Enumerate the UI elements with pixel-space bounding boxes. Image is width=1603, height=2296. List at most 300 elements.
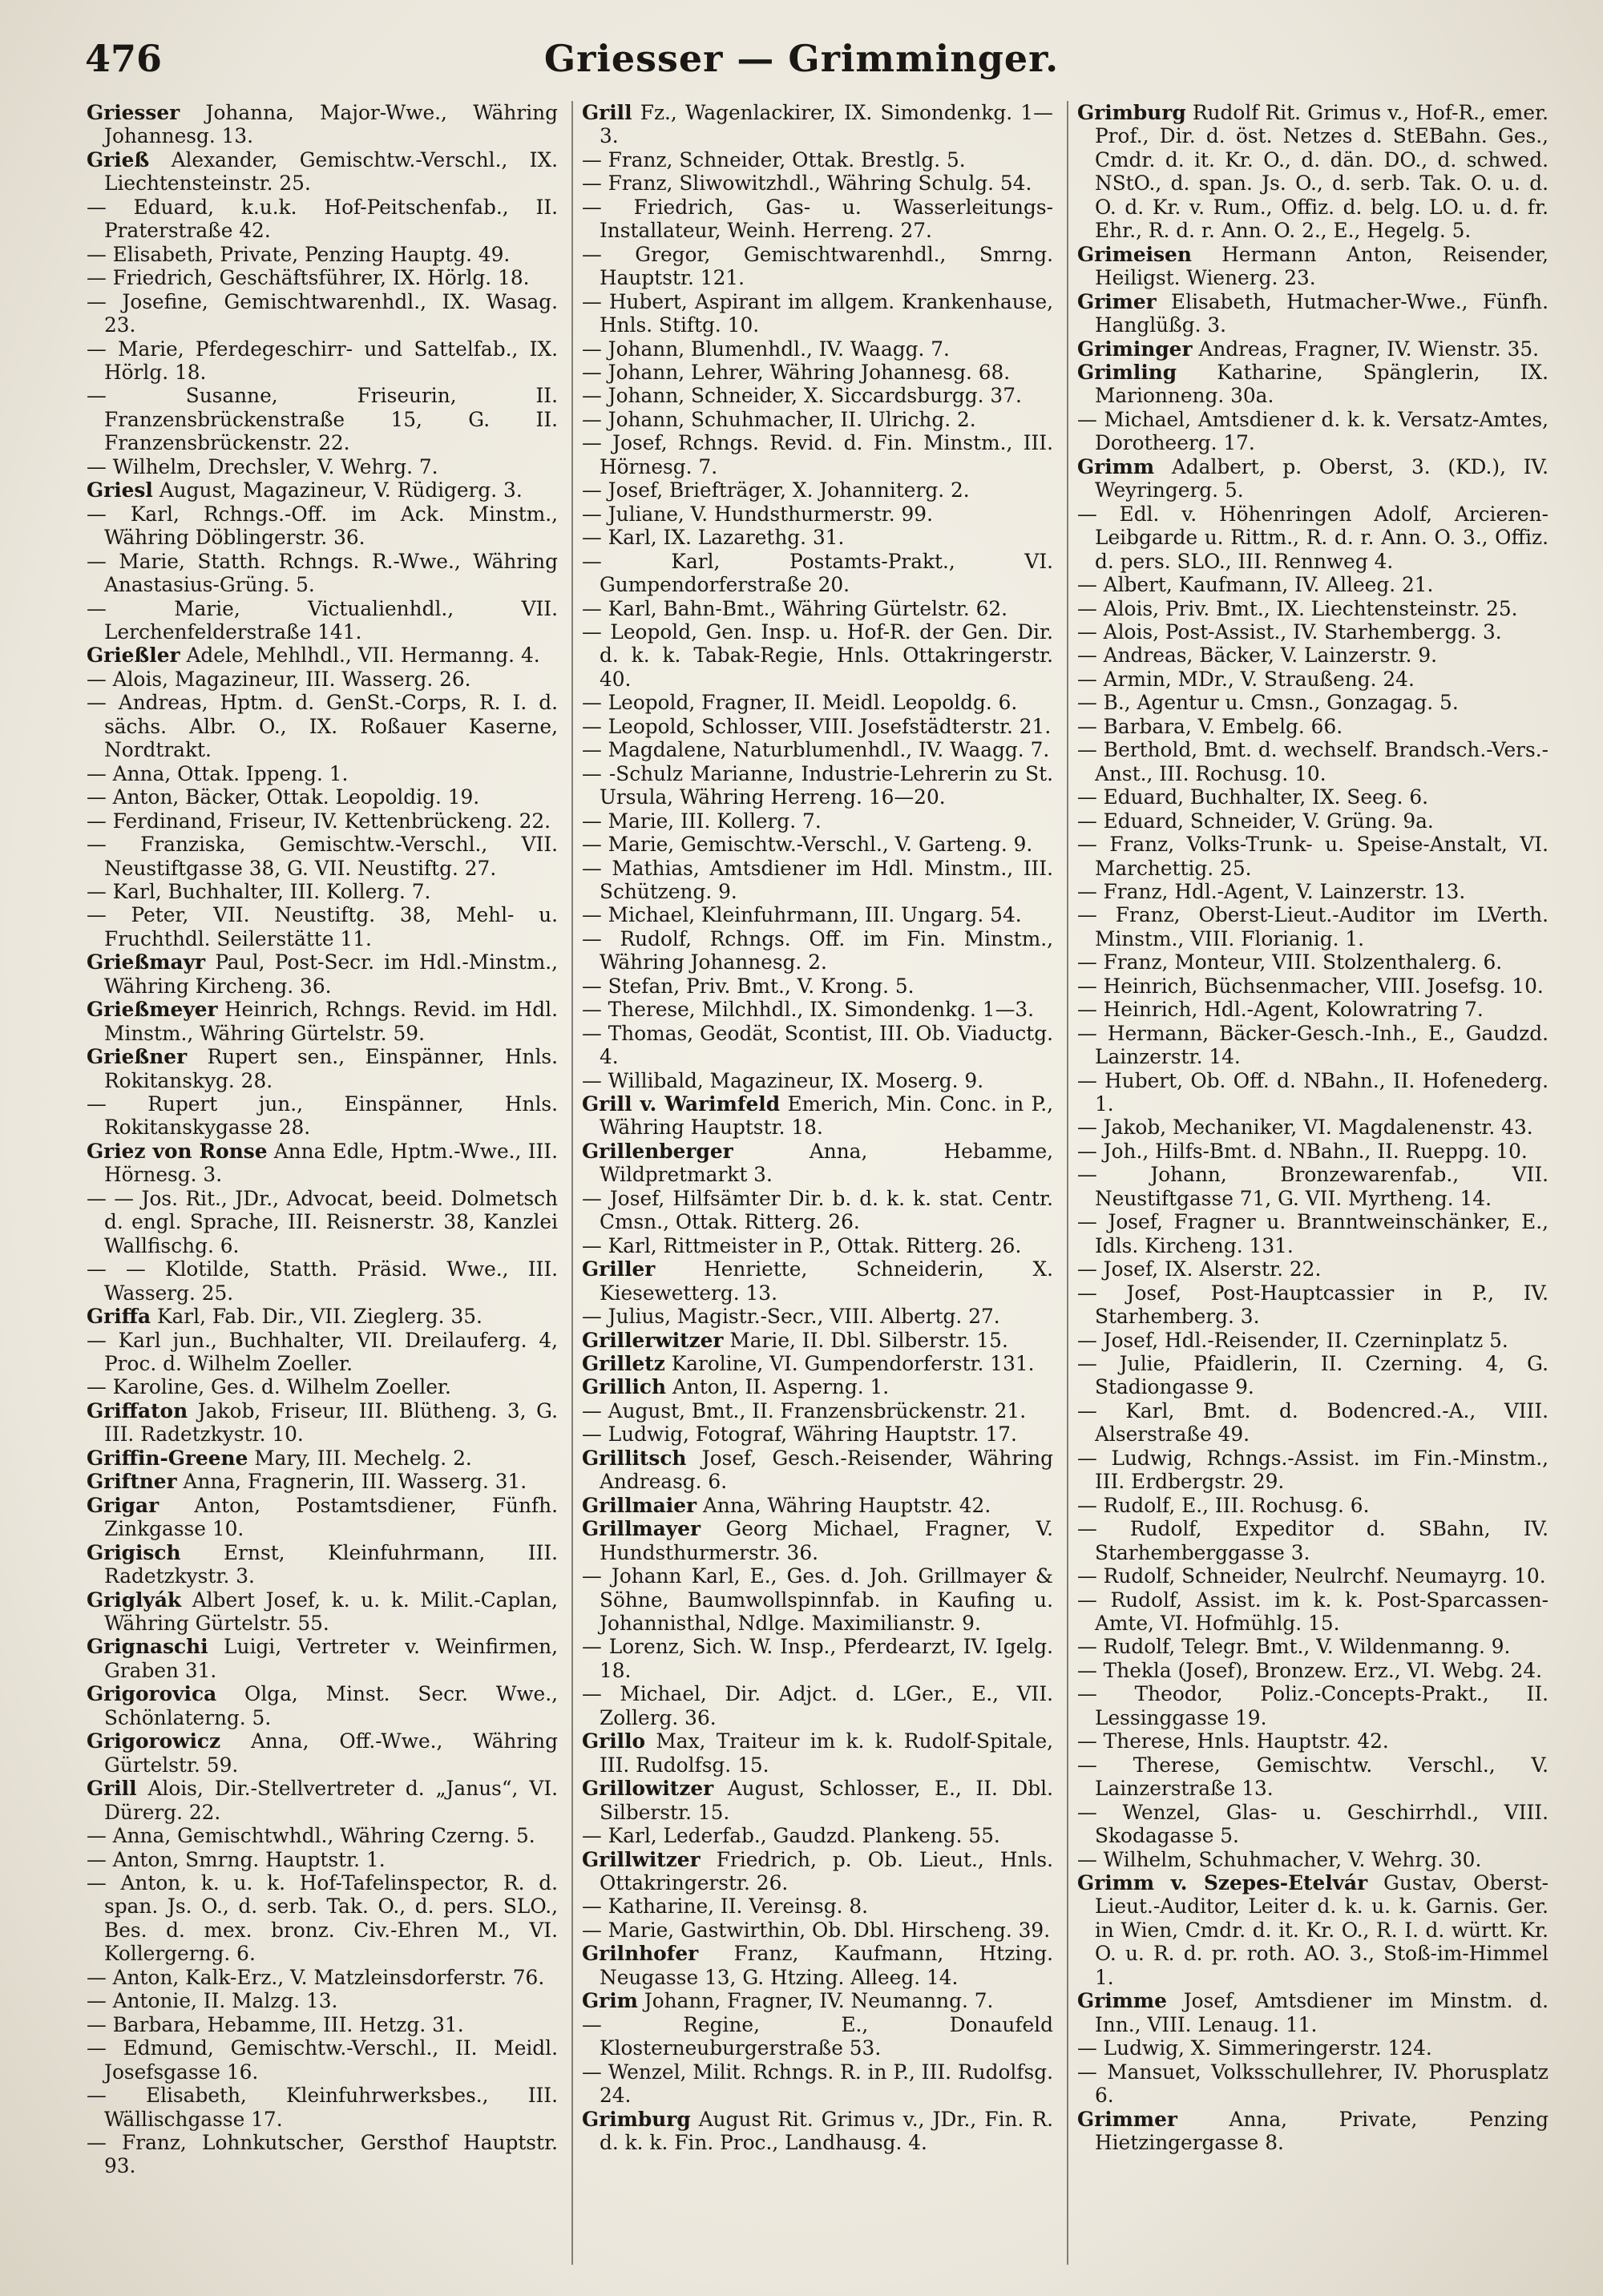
entry-surname: Griminger xyxy=(1077,337,1193,361)
directory-entry xyxy=(1077,1163,1548,1210)
entry-text: — Berthold, Bmt. d. wechself. Brandsch.-Vers.-Anst., III. Rochusg. 10. xyxy=(1077,738,1548,785)
directory-entry xyxy=(87,644,558,667)
directory-entry xyxy=(582,1092,1053,1140)
entry-text: — Johann, Blumenhdl., IV. Waagg. 7. xyxy=(582,337,950,361)
directory-entry xyxy=(582,1140,1053,1187)
directory-entry xyxy=(582,927,1053,974)
entry-text: Georg Michael, Fragner, V. Hundsthurmerstr. 36. xyxy=(600,1517,1053,1564)
entry-text: — Marie, Victualienhdl., VII. Lerchenfelderstraße 141. xyxy=(87,596,558,644)
entry-text: — Anton, Smrng. Hauptstr. 1. xyxy=(87,1847,386,1871)
directory-entry xyxy=(582,597,1053,620)
directory-entry xyxy=(582,550,1053,597)
directory-entry xyxy=(1077,738,1548,785)
entry-text: — Karl, Rittmeister in P., Ottak. Ritterg. 26. xyxy=(582,1233,1022,1257)
entry-text: — Joh., Hilfs-Bmt. d. NBahn., II. Rueppg. 10. xyxy=(1077,1139,1528,1163)
directory-entry xyxy=(87,2036,558,2084)
entry-text: Luigi, Vertreter v. Weinfirmen, Graben 31. xyxy=(104,1635,558,1682)
entry-surname: Grieß xyxy=(87,147,150,171)
entry-text: — Johann, Lehrer, Währing Johannesg. 68. xyxy=(582,360,1011,384)
directory-entry xyxy=(87,1187,558,1257)
directory-entry xyxy=(582,478,1053,502)
directory-entry xyxy=(87,243,558,266)
directory-entry xyxy=(1077,1635,1548,1658)
entry-text: — Stefan, Priv. Bmt., V. Krong. 5. xyxy=(582,974,915,998)
directory-entry xyxy=(1077,455,1548,502)
entry-text: — Franz, Sliwowitzhdl., Währing Schulg. 54. xyxy=(582,171,1032,196)
entry-text: — Ludwig, X. Simmeringerstr. 124. xyxy=(1077,2036,1432,2060)
directory-entry xyxy=(582,1564,1053,1635)
entry-surname: Grim xyxy=(582,1989,638,2013)
entry-text: — Karl jun., Buchhalter, VII. Dreilauferg. 4, Proc. d. Wilhelm Zoeller. xyxy=(87,1328,558,1376)
entry-text: — Anton, Kalk-Erz., V. Matzleinsdorferstr. 76. xyxy=(87,1965,545,1989)
directory-entry xyxy=(87,762,558,785)
entry-text: — Marie, Statth. Rchngs. R.-Wwe., Währing Anastasius-Grüng. 5. xyxy=(87,549,558,597)
entry-text: — Johann, Schuhmacher, II. Ulrichg. 2. xyxy=(582,407,976,431)
entry-text: Gustav, Oberst-Lieut.-Auditor, Leiter d. k. u. k. Garnis. Ger. in Wien, Cmdr. d. it. Kr. O., R. I. d. württ. Kr. O. u. R. d. pr. roth. AO. 3., Stoß-im-Himmel 1. xyxy=(1095,1870,1548,1989)
column-divider xyxy=(1067,101,1068,2265)
directory-entry xyxy=(87,196,558,243)
directory-entry xyxy=(582,1257,1053,1305)
entry-surname: Grill v. Warimfeld xyxy=(582,1092,781,1116)
entry-text: — Therese, Hnls. Hauptstr. 42. xyxy=(1077,1729,1389,1753)
entry-text: — Rudolf, Expeditor d. SBahn, IV. Starhemberggasse 3. xyxy=(1077,1517,1548,1564)
directory-entry xyxy=(87,1329,558,1376)
entry-surname: Grimer xyxy=(1077,289,1157,313)
entry-surname: Grimmer xyxy=(1077,2107,1177,2131)
entry-text: — Anton, k. u. k. Hof-Tafelinspector, R. d. span. Js. O., d. serb. Tak. O., d. pers. SLO., Bes. d. mex. bronz. Civ.-Ehren M., VI. Kollergerng. 6. xyxy=(87,1870,558,1966)
directory-entry xyxy=(1077,361,1548,408)
directory-entry xyxy=(1077,2108,1548,2155)
entry-text: — Wenzel, Milit. Rchngs. R. in P., III. Rudolfsg. 24. xyxy=(582,2060,1053,2108)
column-divider xyxy=(571,101,573,2265)
directory-entry xyxy=(87,1682,558,1729)
directory-entry xyxy=(1077,1659,1548,1682)
directory-entry xyxy=(582,1729,1053,1777)
entry-text: — Josef, Fragner u. Branntweinschänker, E., Idls. Kircheng. 131. xyxy=(1077,1210,1548,1257)
entry-text: — Rudolf, Assist. im k. k. Post-Sparcassen-Amte, VI. Hofmühlg. 15. xyxy=(1077,1588,1548,1635)
entry-text: — Gregor, Gemischtwarenhdl., Smrng. Hauptstr. 121. xyxy=(582,242,1053,290)
directory-entry xyxy=(87,691,558,761)
entry-text: — Albert, Kaufmann, IV. Alleeg. 21. xyxy=(1077,573,1434,597)
entry-text: — Regine, E., Donaufeld Klosterneuburgerstraße 53. xyxy=(582,2012,1053,2060)
directory-entry xyxy=(582,857,1053,904)
entry-text: — Hubert, Ob. Off. d. NBahn., II. Hofenederg. 1. xyxy=(1077,1068,1548,1116)
directory-entry xyxy=(87,455,558,478)
directory-entry xyxy=(582,384,1053,407)
entry-text: — Karl, Rchngs.-Off. im Ack. Minstm., Währing Döblingerstr. 36. xyxy=(87,502,558,550)
entry-text: — Karl, Lederfab., Gaudzd. Plankeng. 55. xyxy=(582,1824,1000,1848)
directory-entry xyxy=(87,1375,558,1398)
directory-entry xyxy=(1077,974,1548,998)
entry-text: — Rudolf, Rchngs. Off. im Fin. Minstm., Währing Johannesg. 2. xyxy=(582,926,1053,974)
entry-text: — Therese, Gemischtw. Verschl., V. Lainzerstraße 13. xyxy=(1077,1753,1548,1801)
directory-entry xyxy=(1077,243,1548,290)
directory-column-3 xyxy=(1077,101,1548,2154)
directory-entry xyxy=(582,1375,1053,1398)
entry-surname: Grillitsch xyxy=(582,1446,687,1470)
directory-entry xyxy=(582,148,1053,171)
entry-text: Anna Edle, Hptm.-Wwe., III. Hörnesg. 3. xyxy=(104,1139,558,1187)
page-title: Griesser — Grimminger. xyxy=(543,37,1060,80)
entry-text: — Barbara, Hebamme, III. Hetzg. 31. xyxy=(87,2012,464,2036)
entry-surname: Grillenberger xyxy=(582,1139,733,1163)
entry-text: — Leopold, Schlosser, VIII. Josefstädterstr. 21. xyxy=(582,714,1052,738)
entry-text: — Friedrich, Gas- u. Wasserleitungs-Installateur, Weinh. Herreng. 27. xyxy=(582,195,1053,243)
entry-text: — Marie, III. Kollerg. 7. xyxy=(582,809,822,833)
entry-text: — Therese, Milchhdl., IX. Simondenkg. 1—3. xyxy=(582,998,1035,1022)
entry-text: Andreas, Fragner, IV. Wienstr. 35. xyxy=(1198,337,1540,361)
entry-text: — Franziska, Gemischtw.-Verschl., VII. Neustiftgasse 38, G. VII. Neustiftg. 27. xyxy=(87,833,558,880)
directory-entry xyxy=(1077,785,1548,809)
directory-entry xyxy=(582,1447,1053,1494)
directory-entry xyxy=(582,1517,1053,1564)
entry-text: Adele, Mehlhdl., VII. Hermanng. 4. xyxy=(186,644,540,668)
entry-surname: Griesl xyxy=(87,478,153,502)
directory-entry xyxy=(87,2013,558,2036)
directory-entry xyxy=(1077,1257,1548,1281)
entry-text: — Leopold, Gen. Insp. u. Hof-R. der Gen. Dir. d. k. k. Tabak-Regie, Hnls. Ottakringerstr. 40. xyxy=(582,619,1053,691)
entry-text: — Franz, Monteur, VIII. Stolzenthalerg. 6. xyxy=(1077,950,1503,974)
entry-text: Rudolf Rit. Grimus v., Hof-R., emer. Prof., Dir. d. öst. Netzes d. StEBahn. Ges., Cmdr. d. it. Kr. O., d. dän. DO., d. schwed. NStO., d. span. Js. O., d. serb. Tak. O. u. d. O. d. Kr. v. Rum., Offiz. d. belg. LO. u. d. fr. Ehr., R. d. r. Ann. O. 2., E., Hegelg. 5. xyxy=(1095,101,1549,243)
entry-text: Franz, Kaufmann, Htzing. Neugasse 13, G. Htzing. Alleeg. 14. xyxy=(600,1942,1053,1989)
directory-entry xyxy=(87,1494,558,1541)
entry-text: — Heinrich, Hdl.-Agent, Kolowratring 7. xyxy=(1077,998,1484,1022)
entry-text: — Rudolf, Schneider, Neulrchf. Neumayrg. 10. xyxy=(1077,1564,1546,1588)
directory-entry xyxy=(1077,903,1548,950)
entry-text: Mary, III. Mechelg. 2. xyxy=(254,1446,472,1470)
entry-surname: Grießmeyer xyxy=(87,998,218,1022)
entry-text: — Karoline, Ges. d. Wilhelm Zoeller. xyxy=(87,1375,451,1399)
entry-text: Paul, Post-Secr. im Hdl.-Minstm., Währing Kircheng. 36. xyxy=(104,950,558,998)
entry-surname: Grimm v. Szepes-Etelvár xyxy=(1077,1870,1368,1895)
entry-text: — Josef, Hdl.-Reisender, II. Czerninplatz 5. xyxy=(1077,1328,1508,1352)
entry-text: — Ludwig, Rchngs.-Assist. im Fin.-Minstm., III. Erdbergstr. 29. xyxy=(1077,1446,1548,1494)
directory-entry xyxy=(582,431,1053,478)
entry-text: — Rupert jun., Einspänner, Hnls. Rokitanskygasse 28. xyxy=(87,1092,558,1140)
entry-text: Alexander, Gemischtw.-Verschl., IX. Liechtensteinstr. 25. xyxy=(104,147,558,196)
entry-text: — Thekla (Josef), Bronzew. Erz., VI. Webg. 24. xyxy=(1077,1658,1543,1682)
directory-entry xyxy=(582,833,1053,856)
entry-text: — Juliane, V. Hundsthurmerstr. 99. xyxy=(582,502,933,526)
directory-entry xyxy=(1077,1989,1548,2036)
directory-entry xyxy=(582,502,1053,526)
entry-surname: Grimling xyxy=(1077,360,1177,384)
directory-entry xyxy=(1077,880,1548,903)
entry-text: — Michael, Dir. Adjct. d. LGer., E., VII. Zollerg. 36. xyxy=(582,1682,1053,1729)
entry-text: Anton, II. Asperng. 1. xyxy=(672,1375,890,1399)
directory-entry xyxy=(87,833,558,880)
directory-entry xyxy=(582,361,1053,384)
entry-surname: Grigorowicz xyxy=(87,1729,221,1753)
entry-text: Anna, Fragnerin, III. Wasserg. 31. xyxy=(183,1470,527,1494)
directory-entry xyxy=(582,1022,1053,1069)
entry-text: August, Magazineur, V. Rüdigerg. 3. xyxy=(159,478,523,502)
entry-text: — Michael, Kleinfuhrmann, III. Ungarg. 54. xyxy=(582,903,1022,927)
entry-text: — Alois, Post-Assist., IV. Starhembergg. 3. xyxy=(1077,619,1502,644)
directory-entry xyxy=(1077,1399,1548,1447)
directory-entry xyxy=(87,1447,558,1470)
directory-entry xyxy=(87,1470,558,1493)
entry-text: — Franz, Volks-Trunk- u. Speise-Anstalt, VI. Marchettig. 25. xyxy=(1077,833,1548,880)
directory-entry xyxy=(1077,101,1548,243)
directory-entry xyxy=(582,1777,1053,1824)
entry-text: Heinrich, Rchngs. Revid. im Hdl. Minstm., Währing Gürtelstr. 59. xyxy=(104,998,558,1045)
entry-text: — Josef, Briefträger, X. Johanniterg. 2. xyxy=(582,478,970,502)
entry-text: — Rudolf, Telegr. Bmt., V. Wildenmanng. 9. xyxy=(1077,1635,1511,1659)
entry-text: — Lorenz, Sich. W. Insp., Pferdearzt, IV. Igelg. 18. xyxy=(582,1635,1053,1682)
entry-text: Hermann Anton, Reisender, Heiligst. Wienerg. 23. xyxy=(1095,242,1549,290)
directory-entry xyxy=(582,2013,1053,2060)
entry-text: — Josefine, Gemischtwarenhdl., IX. Wasag. 23. xyxy=(87,289,558,337)
entry-text: — Friedrich, Geschäftsführer, IX. Hörlg. 18. xyxy=(87,266,530,290)
directory-entry xyxy=(1077,691,1548,714)
directory-entry xyxy=(87,880,558,903)
entry-surname: Griller xyxy=(582,1257,656,1281)
directory-entry xyxy=(1077,1564,1548,1588)
entry-text: — — Jos. Rit., JDr., Advocat, beeid. Dolmetsch d. engl. Sprache, III. Reisnerstr. 38, Kanzlei Wallfischg. 6. xyxy=(87,1186,558,1257)
directory-entry xyxy=(87,1824,558,1847)
entry-text: — Anna, Ottak. Ippeng. 1. xyxy=(87,761,349,785)
entry-text: — Thomas, Geodät, Scontist, III. Ob. Viaductg. 4. xyxy=(582,1021,1053,1069)
entry-text: — Leopold, Fragner, II. Meidl. Leopoldg. 6. xyxy=(582,691,1018,715)
directory-entry xyxy=(1077,950,1548,974)
page-number: 476 xyxy=(85,37,163,80)
directory-entry xyxy=(87,101,558,148)
directory-entry xyxy=(1077,1329,1548,1352)
entry-text: Friedrich, p. Ob. Lieut., Hnls. Ottakringerstr. 26. xyxy=(600,1847,1053,1895)
entry-text: — Hubert, Aspirant im allgem. Krankenhause, Hnls. Stiftg. 10. xyxy=(582,289,1053,337)
entry-text: — Anton, Bäcker, Ottak. Leopoldig. 19. xyxy=(87,785,480,809)
entry-surname: Grill xyxy=(582,101,632,124)
directory-entry xyxy=(582,1942,1053,1989)
directory-entry xyxy=(1077,1729,1548,1753)
directory-entry xyxy=(1077,1352,1548,1399)
entry-surname: Grimburg xyxy=(582,2107,691,2131)
entry-text: — Antonie, II. Malzg. 13. xyxy=(87,1989,338,2013)
entry-text: — Elisabeth, Private, Penzing Hauptg. 49. xyxy=(87,242,511,266)
directory-entry xyxy=(1077,337,1548,361)
directory-entry xyxy=(582,290,1053,337)
directory-entry xyxy=(582,691,1053,714)
directory-entry xyxy=(87,1966,558,1989)
directory-entry xyxy=(87,1588,558,1636)
entry-text: — Elisabeth, Kleinfuhrwerksbes., III. Wällischgasse 17. xyxy=(87,2084,558,2131)
directory-entry xyxy=(582,1989,1053,2012)
entry-surname: Grigar xyxy=(87,1493,159,1517)
directory-entry xyxy=(582,1848,1053,1895)
directory-entry xyxy=(1077,1588,1548,1636)
entry-surname: Grigisch xyxy=(87,1540,181,1564)
entry-text: — Franz, Lohnkutscher, Gersthof Hauptstr. 93. xyxy=(87,2130,558,2178)
directory-entry xyxy=(582,715,1053,738)
entry-text: — Johann Karl, E., Ges. d. Joh. Grillmayer & Söhne, Baumwollspinnfab. in Kaufing u. Johannisthal, Ndlge. Maximilianstr. 9. xyxy=(582,1564,1053,1635)
directory-entry xyxy=(87,1729,558,1777)
directory-entry xyxy=(87,1305,558,1328)
directory-entry xyxy=(87,1777,558,1824)
directory-entry xyxy=(1077,715,1548,738)
directory-entry xyxy=(1077,1494,1548,1517)
entry-surname: Griffa xyxy=(87,1305,151,1329)
entry-surname: Grillmayer xyxy=(582,1517,701,1541)
entry-text: — B., Agentur u. Cmsn., Gonzagag. 5. xyxy=(1077,691,1459,715)
entry-text: Fz., Wagenlackirer, IX. Simondenkg. 1—3. xyxy=(600,101,1053,148)
directory-entry xyxy=(87,785,558,809)
entry-text: — Edmund, Gemischtw.-Verschl., II. Meidl. Josefsgasse 16. xyxy=(87,2036,558,2084)
directory-entry xyxy=(1077,1069,1548,1116)
directory-entry xyxy=(87,2084,558,2131)
entry-text: — Eduard, Schneider, V. Grüng. 9a. xyxy=(1077,809,1434,833)
entry-text: Karoline, VI. Gumpendorferstr. 131. xyxy=(671,1352,1035,1376)
entry-text: August Rit. Grimus v., JDr., Fin. R. d. k. k. Fin. Proc., Landhausg. 4. xyxy=(600,2107,1053,2154)
directory-entry xyxy=(1077,644,1548,667)
entry-text: Jakob, Friseur, III. Blütheng. 3, G. III. Radetzkystr. 10. xyxy=(104,1398,558,1447)
directory-entry xyxy=(87,550,558,597)
entry-text: — Josef, Post-Hauptcassier in P., IV. Starhemberg. 3. xyxy=(1077,1281,1548,1329)
page-header xyxy=(0,37,1603,101)
directory-entry xyxy=(582,1824,1053,1847)
entry-text: — Johann, Bronzewarenfab., VII. Neustiftgasse 71, G. VII. Myrtheng. 14. xyxy=(1077,1163,1548,1210)
entry-text: Adalbert, p. Oberst, 3. (KD.), IV. Weyringerg. 5. xyxy=(1095,454,1548,502)
directory-entry xyxy=(1077,408,1548,455)
directory-entry xyxy=(87,668,558,691)
directory-entry xyxy=(1077,1116,1548,1139)
directory-entry xyxy=(87,1092,558,1140)
entry-text: Katharine, Spänglerin, IX. Marionneng. 30a. xyxy=(1095,360,1548,408)
directory-entry xyxy=(1077,833,1548,880)
entry-surname: Griez von Ronse xyxy=(87,1139,268,1163)
entry-text: — Karl, Postamts-Prakt., VI. Gumpendorferstraße 20. xyxy=(582,549,1053,597)
directory-entry xyxy=(87,903,558,950)
entry-text: — Katharine, II. Vereinsg. 8. xyxy=(582,1895,869,1919)
directory-entry xyxy=(87,478,558,502)
entry-text: Johanna, Major-Wwe., Währing Johannesg. 13. xyxy=(104,101,558,148)
entry-surname: Griffaton xyxy=(87,1398,188,1422)
entry-text: — Susanne, Friseurin, II. Franzensbrückenstraße 15, G. II. Franzensbrückenstr. 22. xyxy=(87,384,558,455)
entry-text: — Hermann, Bäcker-Gesch.-Inh., E., Gaudzd. Lainzerstr. 14. xyxy=(1077,1021,1548,1069)
directory-entry xyxy=(582,2108,1053,2155)
directory-entry xyxy=(1077,1281,1548,1329)
entry-text: Josef, Gesch.-Reisender, Währing Andreasg. 6. xyxy=(600,1446,1053,1494)
directory-entry xyxy=(582,762,1053,809)
directory-entry xyxy=(1077,290,1548,337)
directory-entry xyxy=(87,1399,558,1447)
entry-surname: Grilletz xyxy=(582,1352,665,1376)
entry-text: Anna, Off.-Wwe., Währing Gürtelstr. 59. xyxy=(104,1729,558,1777)
directory-entry xyxy=(582,1234,1053,1257)
directory-entry xyxy=(582,1682,1053,1729)
directory-entry xyxy=(1077,1801,1548,1848)
entry-text: — Rudolf, E., III. Rochusg. 6. xyxy=(1077,1493,1370,1517)
directory-entry xyxy=(582,1422,1053,1446)
entry-text: — Franz, Hdl.-Agent, V. Lainzerstr. 13. xyxy=(1077,879,1466,903)
entry-text: Olga, Minst. Secr. Wwe., Schönlaterng. 5. xyxy=(104,1682,558,1729)
entry-surname: Grießner xyxy=(87,1045,188,1069)
entry-text: — Andreas, Bäcker, V. Lainzerstr. 9. xyxy=(1077,644,1438,668)
entry-text: — Wilhelm, Drechsler, V. Wehrg. 7. xyxy=(87,454,438,478)
directory-entry xyxy=(582,337,1053,361)
entry-text: — Wenzel, Glas- u. Geschirrhdl., VIII. Skodagasse 5. xyxy=(1077,1800,1548,1848)
directory-entry xyxy=(1077,573,1548,596)
directory-entry xyxy=(87,148,558,196)
directory-entry xyxy=(87,809,558,833)
entry-text: — Heinrich, Büchsenmacher, VIII. Josefsg. 10. xyxy=(1077,974,1544,998)
entry-text: — Armin, MDr., V. Straußeng. 24. xyxy=(1077,667,1415,691)
directory-entry xyxy=(87,597,558,644)
entry-surname: Grillmaier xyxy=(582,1493,697,1517)
directory-entry xyxy=(1077,2036,1548,2060)
entry-text: Anna, Hebamme, Wildpretmarkt 3. xyxy=(600,1139,1053,1187)
entry-text: — Karl, Bmt. d. Bodencred.-A., VIII. Alserstraße 49. xyxy=(1077,1398,1548,1447)
directory-entry xyxy=(582,1329,1053,1352)
directory-entry xyxy=(582,974,1053,998)
entry-text: — Josef, Rchngs. Revid. d. Fin. Minstm., III. Hörnesg. 7. xyxy=(582,431,1053,478)
entry-text: — Johann, Schneider, X. Siccardsburgg. 37. xyxy=(582,384,1022,408)
directory-entry xyxy=(1077,1871,1548,1989)
entry-surname: Griesser xyxy=(87,101,180,124)
entry-text: — Mathias, Amtsdiener im Hdl. Minstm., III. Schützeng. 9. xyxy=(582,856,1053,903)
entry-surname: Grilnhofer xyxy=(582,1942,699,1966)
directory-entry xyxy=(582,196,1053,243)
directory-entry xyxy=(87,1871,558,1966)
entry-text: Anna, Private, Penzing Hietzingergasse 8. xyxy=(1095,2107,1548,2154)
directory-entry xyxy=(87,998,558,1045)
directory-entry xyxy=(582,171,1053,195)
directory-entry xyxy=(582,408,1053,431)
entry-text: — Mansuet, Volksschullehrer, IV. Phorusplatz 6. xyxy=(1077,2060,1548,2108)
directory-entry xyxy=(1077,998,1548,1021)
directory-entry xyxy=(1077,1022,1548,1069)
entry-text: — August, Bmt., II. Franzensbrückenstr. 21. xyxy=(582,1398,1027,1422)
entry-surname: Grillerwitzer xyxy=(582,1328,724,1352)
directory-entry xyxy=(87,1635,558,1682)
directory-entry xyxy=(1077,620,1548,644)
entry-text: — Barbara, V. Embelg. 66. xyxy=(1077,714,1343,738)
entry-surname: Grignaschi xyxy=(87,1635,208,1659)
directory-entry xyxy=(87,502,558,550)
entry-text: — Ferdinand, Friseur, IV. Kettenbrückeng. 22. xyxy=(87,809,551,833)
directory-entry xyxy=(582,101,1053,148)
directory-entry xyxy=(582,998,1053,1021)
directory-entry xyxy=(582,1187,1053,1234)
directory-column-1 xyxy=(87,101,558,2178)
entry-surname: Grill xyxy=(87,1777,137,1801)
directory-entry xyxy=(582,243,1053,290)
entry-text: Josef, Amtsdiener im Minstm. d. Inn., VIII. Lenaug. 11. xyxy=(1095,1989,1548,2036)
entry-text: — Julie, Pfaidlerin, II. Czerning. 4, G. Stadiongasse 9. xyxy=(1077,1352,1548,1399)
entry-surname: Griffin-Greene xyxy=(87,1446,248,1470)
entry-text: Alois, Dir.-Stellvertreter d. „Janus“, VI. Dürerg. 22. xyxy=(104,1777,558,1824)
entry-text: — Karl, Buchhalter, III. Kollerg. 7. xyxy=(87,879,431,903)
entry-text: — Julius, Magistr.-Secr., VIII. Albertg. 27. xyxy=(582,1305,1000,1329)
entry-text: — Marie, Pferdegeschirr- und Sattelfab., IX. Hörlg. 18. xyxy=(87,337,558,384)
entry-text: — Josef, IX. Alserstr. 22. xyxy=(1077,1257,1322,1281)
entry-surname: Grillowitzer xyxy=(582,1777,714,1801)
directory-entry xyxy=(87,1541,558,1588)
directory-entry xyxy=(87,1848,558,1871)
directory-entry xyxy=(87,384,558,454)
entry-surname: Griftner xyxy=(87,1470,177,1494)
directory-entry xyxy=(87,290,558,337)
directory-entry xyxy=(87,1989,558,2012)
entry-surname: Grimeisen xyxy=(1077,242,1192,266)
entry-text: — Eduard, Buchhalter, IX. Seeg. 6. xyxy=(1077,785,1429,809)
entry-surname: Grießmayr xyxy=(87,950,206,974)
directory-entry xyxy=(582,620,1053,691)
entry-text: — Marie, Gastwirthin, Ob. Dbl. Hirscheng. 39. xyxy=(582,1918,1051,1942)
entry-text: — Anna, Gemischtwhdl., Währing Czerng. 5. xyxy=(87,1824,535,1848)
entry-text: Emerich, Min. Conc. in P., Währing Hauptstr. 18. xyxy=(600,1092,1054,1140)
directory-entry xyxy=(582,1635,1053,1682)
